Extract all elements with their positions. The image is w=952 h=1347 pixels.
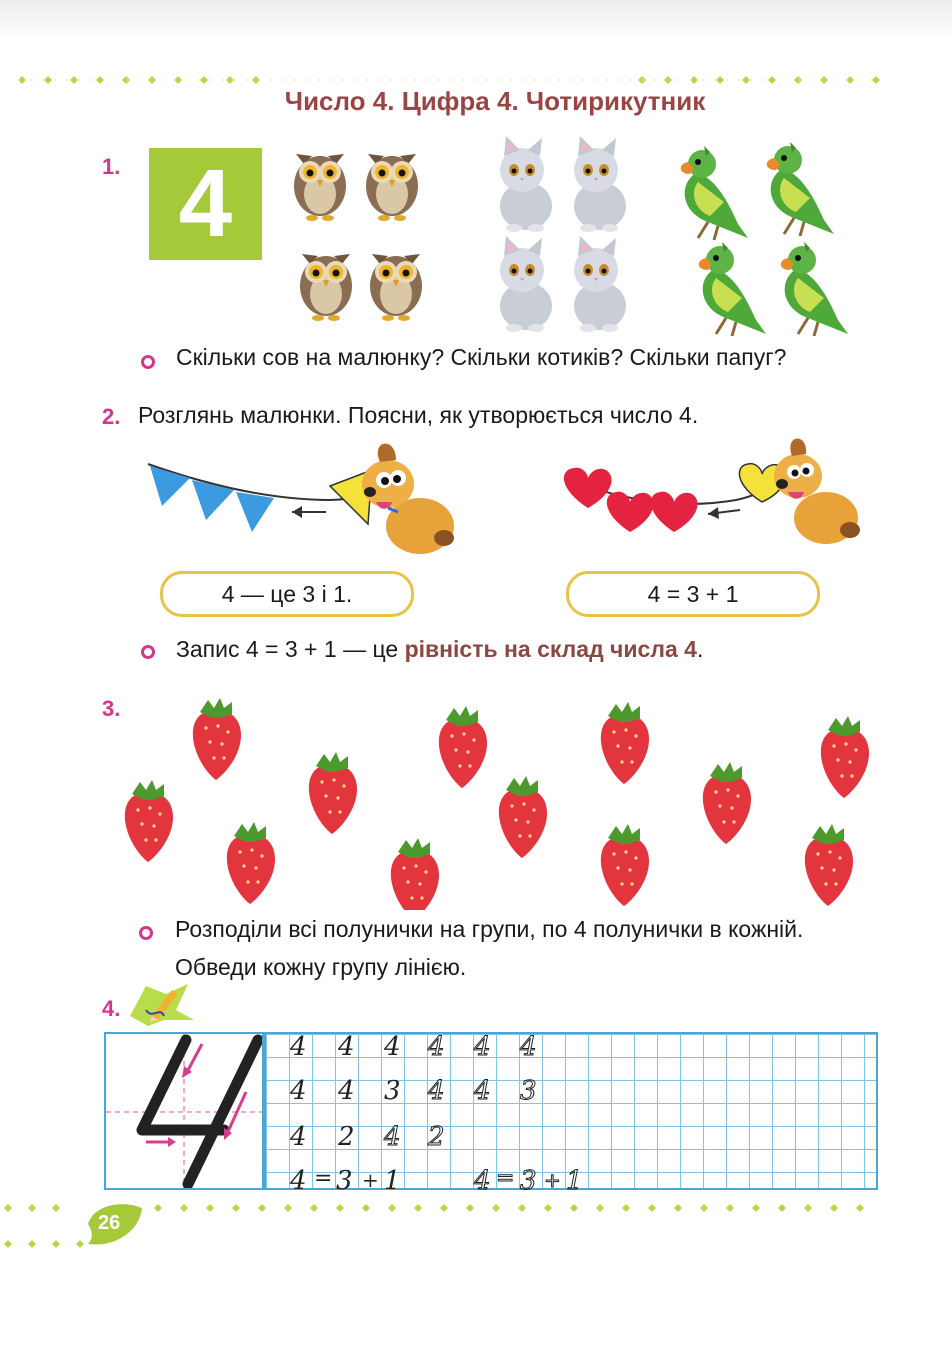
hw-row1-trace: 4 [428,1032,445,1062]
hw-row4-trace: 4 [474,1166,491,1196]
strawberry-icon [499,776,547,858]
hw-row2-char: 4 [338,1076,355,1106]
page-number: 26 [98,1212,121,1234]
digit-4-sample [106,1034,262,1188]
parrot-icon [767,142,834,236]
task-2-number: 2. [102,404,121,429]
strawberry-icon [227,822,275,904]
digit-4-box [149,148,262,260]
hw-row2-trace: 4 [428,1076,445,1106]
page-title: Число 4. Цифра 4. Чотирикутник [284,86,706,116]
bullet-icon [141,355,155,369]
owl-icon [294,154,346,221]
caption-right: 4 = 3 + 1 [566,571,820,617]
parrot-icon [781,242,848,336]
hw-row3-char: 2 [338,1122,355,1152]
task-4-number: 4. [102,996,121,1021]
task-2-note-emphasis: рівність на склад числа 4 [404,636,697,662]
page-number-badge [84,1200,144,1248]
parrots-group [668,138,872,336]
strawberry-icon [703,762,751,844]
hw-row2-trace: 4 [474,1076,491,1106]
task-2-instruction: Розглянь малюнки. Поясни, як утворюється число 4. [138,402,699,428]
bullet-icon [141,645,155,659]
parrot-icon [681,146,748,240]
dog-icon [774,438,860,544]
strawberry-icon [601,702,649,784]
strawberry-icon [821,716,869,798]
hw-row3-trace: 4 [384,1122,401,1152]
hw-row4-trace: 3 [520,1166,537,1196]
hw-row4-char: 3 [336,1166,353,1196]
hw-row4-trace: = [496,1166,515,1191]
owl-icon [370,254,422,321]
bottom-decor-line-2 [4,1236,84,1252]
cats-group [490,136,640,336]
owl-icon [300,254,352,321]
strawberries-group [110,690,880,910]
digit-4: 4 [178,150,233,257]
strawberry-icon [391,838,439,910]
strawberry-icon [601,824,649,906]
task-1-number: 1. [102,154,121,179]
task-3-number: 3. [102,696,121,721]
bullet-icon [139,926,153,940]
strawberry-icon [125,780,173,862]
cat-icon [500,236,552,332]
hw-row4-char: 4 [290,1166,307,1196]
task-2-note-prefix: Запис 4 = 3 + 1 — це [176,636,405,662]
cat-icon [574,136,626,232]
hw-row2-char: 3 [384,1076,401,1106]
hw-row1-char: 4 [338,1032,355,1062]
hw-row1-char: 4 [384,1032,401,1062]
strawberry-icon [193,698,241,780]
hw-row3-trace: 2 [428,1122,445,1152]
cat-icon [500,136,552,232]
hw-row2-char: 4 [290,1076,307,1106]
digit-sample-box [104,1032,264,1190]
owl-icon [366,154,418,221]
hw-row4-char: + [362,1168,379,1192]
strawberry-icon [309,752,357,834]
hw-row3-char: 4 [290,1122,307,1152]
task-2-note-suffix: . [696,636,704,662]
strawberry-icon [439,706,487,788]
hearts-with-dog [556,430,872,560]
task-3-line-1: Розподіли всі полунички на групи, по 4 полунички в кожній. [175,916,804,942]
strawberry-icon [805,824,853,906]
flags-with-dog [140,440,470,570]
hw-row4-char: = [314,1166,333,1191]
caption-left: 4 — це 3 і 1. [160,571,414,617]
hw-row1-char: 4 [290,1032,307,1062]
hw-row2-trace: 3 [520,1076,537,1106]
hw-row4-trace: + [544,1168,561,1192]
pencil-icon [126,980,198,1026]
dog-icon [362,444,454,554]
task-1-question: Скільки сов на малюнку? Скільки котиків? Скільки папуг? [176,344,787,370]
parrot-icon [699,242,766,336]
hw-row4-char: 1 [384,1166,401,1196]
handwriting-grid [264,1032,878,1196]
hw-row4-trace: 1 [566,1166,583,1196]
cat-icon [574,236,626,332]
hw-row1-trace: 4 [520,1032,537,1062]
task-3-line-2: Обведи кожну групу лінією. [175,954,467,980]
owls-group [286,142,426,332]
page-top-shade [0,0,952,40]
hw-row1-trace: 4 [474,1032,491,1062]
task-2-note [176,636,703,663]
